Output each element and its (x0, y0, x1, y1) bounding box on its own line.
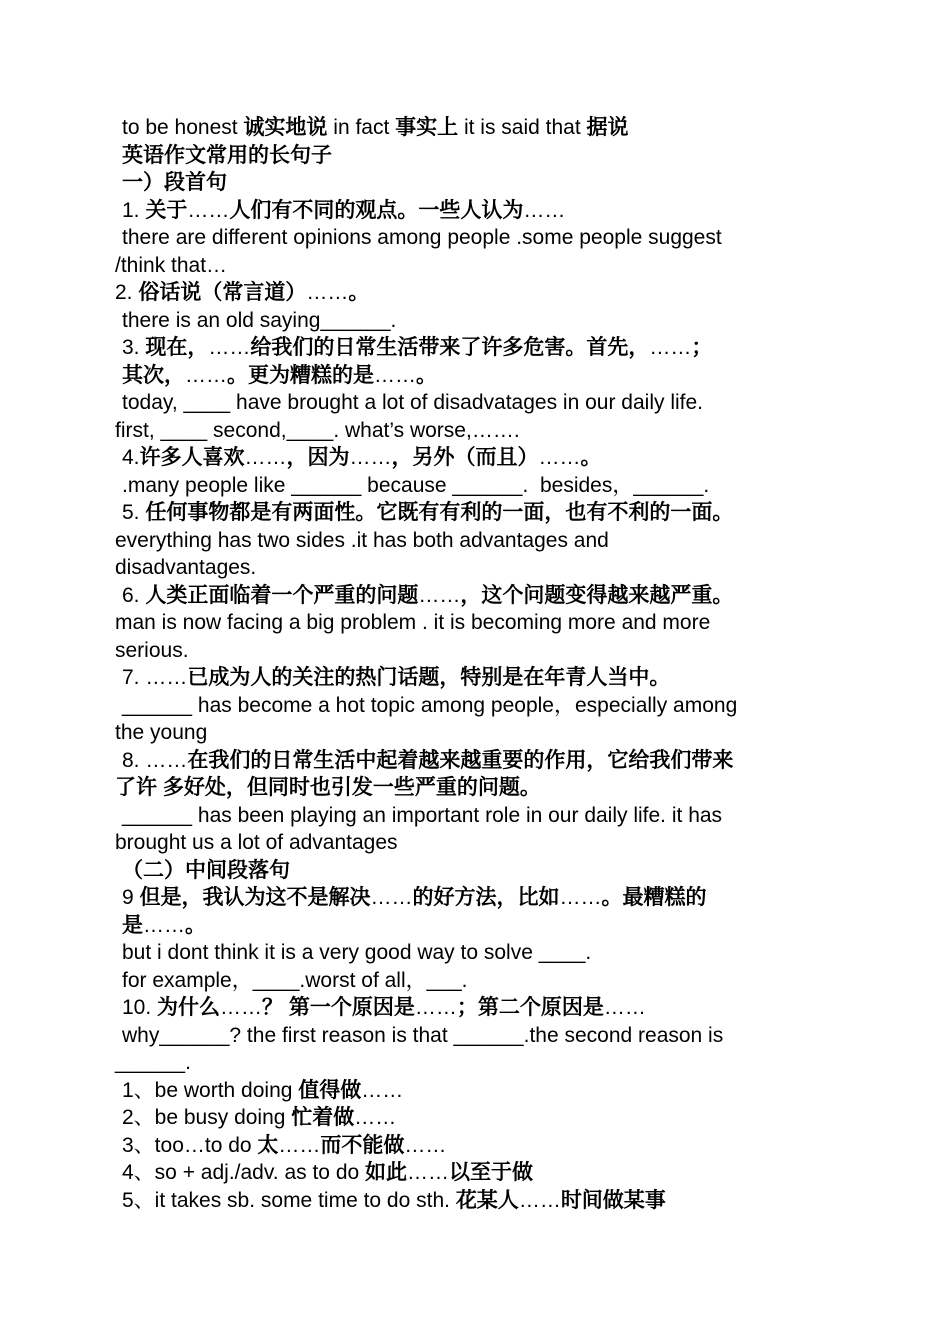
chinese-text: 。更为糟糕的是 (227, 363, 374, 387)
text-line (115, 499, 840, 527)
text-line (115, 114, 840, 142)
chinese-text: ；第二个原因是 (456, 996, 604, 1019)
english-text: first, ____ second,____. what’s worse,……. (115, 418, 520, 442)
chinese-text: 已成为人的关注的热门话题，特别是在年青人当中。 (187, 666, 671, 689)
text-line (115, 142, 840, 170)
text-line (115, 857, 840, 885)
english-text: 9 (122, 886, 140, 909)
chinese-text: （二）中间段落句 (122, 858, 290, 882)
text-line (115, 1187, 840, 1215)
text-line (115, 912, 840, 940)
chinese-text: 现在， (145, 336, 209, 359)
text-line (115, 582, 840, 610)
text-line (115, 1159, 840, 1187)
chinese-text: 如此 (365, 1161, 408, 1184)
english-text: there are different opinions among people .some people suggest (122, 226, 722, 249)
english-text: 3、too…to do (122, 1133, 258, 1157)
chinese-text: 。 (185, 913, 206, 937)
english-text: 6. (122, 583, 146, 607)
english-text: .many people like ______ because ______. besides，______. (122, 473, 710, 497)
chinese-text: ，另外（而且） (391, 446, 539, 469)
english-text: …… (407, 1161, 450, 1184)
chinese-text: 一）段首句 (122, 171, 227, 194)
english-text: …… (559, 886, 602, 909)
english-text: …… (361, 1078, 404, 1102)
text-line (115, 747, 840, 775)
chinese-text: 忙着做 (291, 1106, 355, 1129)
chinese-text: 以至于做 (449, 1161, 534, 1184)
english-text: …… (187, 198, 230, 222)
english-text: …… (349, 446, 392, 469)
english-text: …… (244, 446, 287, 469)
english-text: …… (306, 281, 349, 304)
english-text: why______? the first reason is that ______.the second reason is (122, 1023, 724, 1047)
text-line (115, 802, 840, 830)
text-line (115, 692, 840, 720)
text-line (115, 527, 840, 555)
english-text: ______ has been playing an important role in our daily life. it has (122, 803, 723, 827)
chinese-text: 花某人 (455, 1188, 519, 1212)
english-text: …… (418, 583, 461, 607)
text-line (115, 224, 840, 252)
chinese-text: 人们有不同的观点。一些人认为 (229, 198, 524, 222)
english-text: …… (538, 446, 581, 469)
chinese-text: 事实上 (395, 116, 459, 139)
text-line (115, 389, 840, 417)
chinese-text: 。 (416, 363, 437, 387)
text-line (115, 664, 840, 692)
english-text: 5. (122, 501, 146, 524)
english-text: 10. (122, 996, 158, 1019)
chinese-text: 了许 多好处，但同时也引发一些严重的问题。 (115, 776, 541, 799)
text-line (115, 279, 840, 307)
english-text: ______. (115, 1051, 191, 1074)
english-text: 7. …… (122, 666, 188, 689)
chinese-text: 为什么 (157, 996, 221, 1019)
chinese-text: 。 (580, 446, 602, 469)
text-line (115, 334, 840, 362)
text-line (115, 472, 840, 500)
english-text: 3. (122, 336, 146, 359)
chinese-text: 时间做某事 (560, 1188, 666, 1212)
chinese-text: 据说 (586, 116, 629, 139)
english-text: the young (115, 721, 208, 744)
chinese-text: 。 (348, 281, 370, 304)
english-text: …… (143, 913, 185, 937)
chinese-text: 给我们的日常生活带来了许多危害。首先， (250, 336, 650, 359)
text-line (115, 829, 840, 857)
chinese-text: 值得做 (298, 1078, 362, 1102)
english-text: …… (374, 363, 416, 387)
english-text: 2. (115, 281, 139, 304)
chinese-text: 许多人喜欢 (139, 446, 245, 469)
chinese-text: 但是，我认为这不是解决 (139, 886, 371, 909)
text-line (115, 417, 840, 445)
text-line (115, 169, 840, 197)
text-line (115, 774, 840, 802)
english-text: …… (278, 1133, 321, 1157)
text-line (115, 967, 840, 995)
english-text: there is an old saying______. (122, 308, 397, 332)
english-text: serious. (115, 638, 189, 662)
english-text: 1、be worth doing (122, 1078, 299, 1102)
text-line (115, 994, 840, 1022)
english-text: 1. (122, 198, 146, 222)
english-text: to be honest (122, 116, 244, 139)
english-text: …… (220, 996, 263, 1019)
chinese-text: 在我们的日常生活中起着越来越重要的作用，它给我们带来 (187, 748, 734, 772)
chinese-text: 。最糟糕的 (601, 886, 707, 909)
english-text: ______ has become a hot topic among people，especially among (122, 693, 738, 717)
text-line (115, 197, 840, 225)
text-line (115, 1077, 840, 1105)
text-line (115, 884, 840, 912)
english-text: in fact (327, 116, 396, 139)
text-line (115, 1104, 840, 1132)
chinese-text: 太 (257, 1133, 279, 1157)
english-text: 2、be busy doing (122, 1106, 292, 1129)
english-text: …… (185, 363, 227, 387)
chinese-text: 是 (122, 913, 143, 937)
english-text: everything has two sides .it has both advantages and (115, 528, 609, 552)
text-line (115, 719, 840, 747)
text-line (115, 554, 840, 582)
chinese-text: 任何事物都是有两面性。它既有有利的一面，也有不利的一面。 (145, 501, 734, 524)
english-text: today, ____ have brought a lot of disadvatages in our daily life. (122, 391, 703, 414)
english-text: …… (404, 1133, 447, 1157)
chinese-text: 人类正面临着一个严重的问题 (145, 583, 419, 607)
english-text: 8. …… (122, 748, 188, 772)
chinese-text: 的好方法，比如 (412, 886, 560, 909)
text-line (115, 307, 840, 335)
english-text: disadvantages. (115, 556, 257, 579)
chinese-text: 俗话说（常言道） (138, 281, 307, 304)
chinese-text: 诚实地说 (243, 116, 328, 139)
text-line (115, 362, 840, 390)
chinese-text: ； (691, 336, 713, 359)
english-text: …… (370, 886, 413, 909)
english-text: for example，____.worst of all，___. (122, 968, 468, 992)
chinese-text: 英语作文常用的长句子 (122, 143, 332, 167)
text-line (115, 939, 840, 967)
english-text: …… (518, 1188, 561, 1212)
chinese-text: 其次， (122, 363, 185, 387)
english-text: it is said that (458, 116, 587, 139)
english-text: but i dont think it is a very good way to solve ____. (122, 941, 592, 964)
text-line (115, 637, 840, 665)
text-line (115, 252, 840, 280)
english-text: …… (414, 996, 457, 1019)
text-line (115, 444, 840, 472)
english-text: man is now facing a big problem . it is becoming more and more (115, 611, 711, 634)
english-text: …… (208, 336, 251, 359)
text-line (115, 1132, 840, 1160)
chinese-text: ，这个问题变得越来越严重。 (460, 583, 734, 607)
document-body (115, 114, 840, 1214)
chinese-text: 关于 (145, 198, 188, 222)
chinese-text: ？ 第一个原因是 (262, 996, 415, 1019)
chinese-text: ，因为 (286, 446, 350, 469)
english-text: 4、so + adj./adv. as to do (122, 1161, 366, 1184)
english-text: …… (354, 1106, 397, 1129)
english-text: …… (649, 336, 692, 359)
text-line (115, 1022, 840, 1050)
text-line (115, 609, 840, 637)
english-text: 4. (122, 446, 140, 469)
chinese-text: 而不能做 (320, 1133, 405, 1157)
english-text: …… (603, 996, 646, 1019)
text-line (115, 1049, 840, 1077)
english-text: /think that… (115, 253, 228, 277)
english-text: 5、it takes sb. some time to do sth. (122, 1188, 456, 1212)
english-text: brought us a lot of advantages (115, 831, 398, 854)
english-text: …… (523, 198, 566, 222)
